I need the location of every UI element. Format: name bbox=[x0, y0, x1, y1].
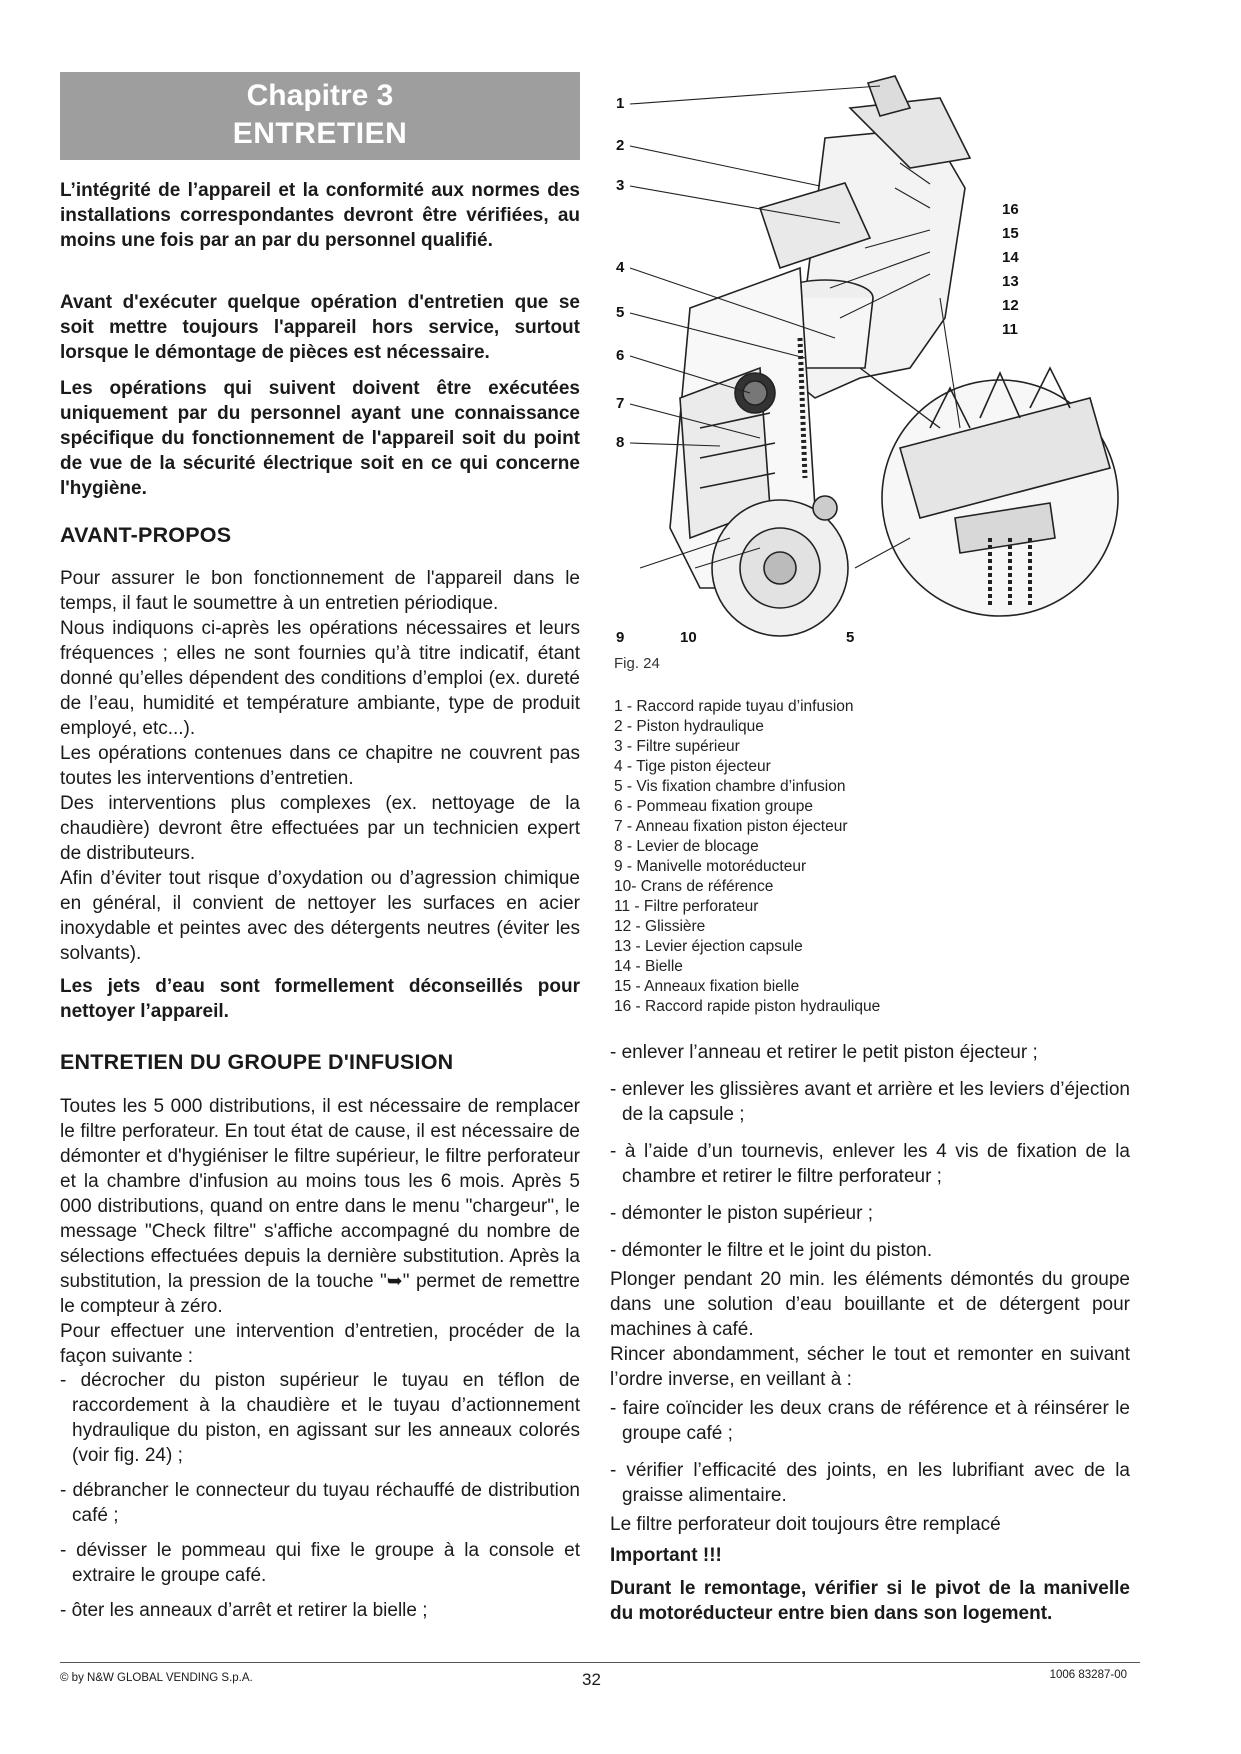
step-item: - dévisser le pommeau qui fixe le groupe à la console et extraire le groupe café. bbox=[60, 1540, 580, 1586]
avant-propos-warning: Les jets d’eau sont formellement déconseillés pour nettoyer l’appareil. bbox=[60, 976, 580, 1022]
avant-propos-paragraph: Pour assurer le bon fonctionnement de l'appareil dans le temps, il faut le soumettre à un entretien périodique. bbox=[60, 568, 580, 614]
chapter-number: Chapitre 3 bbox=[246, 79, 394, 112]
figure-legend bbox=[614, 697, 880, 1017]
figure-callout-15: 15 bbox=[1002, 225, 1019, 242]
important-text: Durant le remontage, vérifier si le pivot de la manivelle du motoréducteur entre bien dans son logement. bbox=[610, 1578, 1130, 1624]
legend-item: 11 - Filtre perforateur bbox=[614, 898, 759, 915]
groupe-paragraph: Toutes les 5 000 distributions, il est nécessaire de remplacer le filtre perforateur. En tout état de cause, il est nécessaire de démonter et d'hygiéniser le filtre supérieur, le filtre perforateur et la chambre d'infusion au moins tous les 6 mois. Après 5 000 distributions, quand on entre dans le menu "chargeur", le message "Check filtre" s'affiche accompagné du nombre de sélections effectuées depuis la dernière substitution. Après la substitution, la pression de la touche "➥" permet de remettre le compteur à zéro. bbox=[60, 1096, 580, 1317]
steps-left-list bbox=[60, 1368, 580, 1633]
step-item: - faire coïncider les deux crans de référence et à réinsérer le groupe café ; bbox=[610, 1398, 1130, 1444]
figure-caption: Fig. 24 bbox=[614, 655, 660, 672]
document-reference: 1006 83287-00 bbox=[1049, 1669, 1127, 1681]
legend-item: 15 - Anneaux fixation bielle bbox=[614, 978, 800, 995]
intro-paragraph-1: L’intégrité de l’appareil et la conformité aux normes des installations correspondantes devront être vérifiées, au moins une fois par an par du personnel qualifié. bbox=[60, 180, 580, 251]
step-item: - vérifier l’efficacité des joints, en les lubrifiant avec de la graisse alimentaire. bbox=[610, 1460, 1130, 1506]
legend-item: 5 - Vis fixation chambre d’infusion bbox=[614, 778, 846, 795]
avant-propos-paragraph: Des interventions plus complexes (ex. nettoyage de la chaudière) devront être effectuées par un technicien expert de distributeurs. bbox=[60, 793, 580, 864]
filter-note: Le filtre perforateur doit toujours être remplacé bbox=[610, 1514, 1001, 1535]
footer-divider bbox=[60, 1662, 1140, 1663]
figure-24-diagram bbox=[610, 68, 1130, 648]
avant-propos-paragraph: Les opérations contenues dans ce chapitre ne couvrent pas toutes les interventions d’entretien. bbox=[60, 743, 580, 789]
figure-callout-3: 3 bbox=[616, 177, 625, 194]
legend-item: 8 - Levier de blocage bbox=[614, 838, 759, 855]
intro-paragraph-3: Les opérations qui suivent doivent être exécutées uniquement par du personnel ayant une connaissance spécifique du fonctionnement de l'appareil soit du point de vue de la sécurité électrique soit en ce qui concerne l'hygiène. bbox=[60, 378, 580, 499]
legend-item: 7 - Anneau fixation piston éjecteur bbox=[614, 818, 848, 835]
figure-callout-6: 6 bbox=[616, 347, 625, 364]
figure-callout-2: 2 bbox=[616, 137, 625, 154]
infusion-group-illustration bbox=[610, 68, 1130, 648]
footer-copyright: © by N&W GLOBAL VENDING S.p.A. bbox=[60, 1672, 253, 1684]
legend-item: 9 - Manivelle motoréducteur bbox=[614, 858, 807, 875]
figure-callout-14: 14 bbox=[1002, 249, 1019, 266]
step-item: - décrocher du piston supérieur le tuyau en téflon de raccordement à la chaudière et le tuyau d’actionnement hydraulique du piston, en agissant sur les anneaux colorés (voir fig. 24) ; bbox=[60, 1370, 580, 1466]
step-item: - à l’aide d’un tournevis, enlever les 4 vis de fixation de la chambre et retirer le filtre perforateur ; bbox=[610, 1141, 1130, 1187]
figure-callout-11: 11 bbox=[1002, 321, 1018, 338]
legend-item: 2 - Piston hydraulique bbox=[614, 718, 764, 735]
section-title-groupe: ENTRETIEN DU GROUPE D'INFUSION bbox=[60, 1050, 454, 1074]
procedure-intro: Pour effectuer une intervention d’entretien, procéder de la façon suivante : bbox=[60, 1321, 580, 1367]
avant-propos-text bbox=[60, 566, 580, 1024]
figure-callout-8: 8 bbox=[616, 434, 625, 451]
figure-callout-4: 4 bbox=[616, 259, 625, 276]
step-item: - démonter le piston supérieur ; bbox=[610, 1203, 873, 1224]
figure-callout-12: 12 bbox=[1002, 297, 1019, 314]
section-title-avant-propos: AVANT-PROPOS bbox=[60, 523, 232, 547]
groupe-text bbox=[60, 1094, 580, 1369]
chapter-title: ENTRETIEN bbox=[232, 117, 408, 150]
figure-callout-16: 16 bbox=[1002, 201, 1019, 218]
legend-item: 14 - Bielle bbox=[614, 958, 683, 975]
figure-callout-9: 9 bbox=[616, 629, 625, 646]
legend-item: 16 - Raccord rapide piston hydraulique bbox=[614, 998, 881, 1015]
legend-item: 10- Crans de référence bbox=[614, 878, 774, 895]
chapter-header bbox=[60, 72, 580, 160]
step-item: - démonter le filtre et le joint du piston. bbox=[610, 1240, 933, 1261]
soak-paragraph: Plonger pendant 20 min. les éléments démontés du groupe dans une solution d’eau bouillante et de détergent pour machines à café. bbox=[610, 1269, 1130, 1340]
rinse-paragraph: Rincer abondamment, sécher le tout et remonter en suivant l’ordre inverse, en veillant à : bbox=[610, 1344, 1130, 1390]
figure-callout-5: 5 bbox=[616, 304, 625, 321]
legend-item: 4 - Tige piston éjecteur bbox=[614, 758, 771, 775]
page-number: 32 bbox=[582, 1670, 601, 1689]
legend-item: 13 - Levier éjection capsule bbox=[614, 938, 803, 955]
legend-item: 3 - Filtre supérieur bbox=[614, 738, 740, 755]
legend-item: 6 - Pommeau fixation groupe bbox=[614, 798, 814, 815]
step-item: - débrancher le connecteur du tuyau réchauffé de distribution café ; bbox=[60, 1480, 580, 1526]
avant-propos-paragraph: Nous indiquons ci-après les opérations nécessaires et leurs fréquences ; elles ne sont fournies qu’à titre indicatif, étant donné qu’elles dépendent des conditions d’emploi (ex. dureté de l’eau, humidité et température ambiante, type de produit employé, etc...). bbox=[60, 618, 580, 739]
step-item: - ôter les anneaux d’arrêt et retirer la bielle ; bbox=[60, 1600, 428, 1621]
avant-propos-paragraph: Afin d’éviter tout risque d’oxydation ou d’agression chimique en général, il convient de nettoyer les surfaces en acier inoxydable et peintes avec des détergents neutres (éviter les solvants). bbox=[60, 868, 580, 964]
step-item: - enlever l’anneau et retirer le petit piston éjecteur ; bbox=[610, 1042, 1038, 1063]
legend-item: 1 - Raccord rapide tuyau d’infusion bbox=[614, 698, 854, 715]
steps-right-list bbox=[610, 1040, 1130, 1626]
legend-item: 12 - Glissière bbox=[614, 918, 706, 935]
figure-callout-1: 1 bbox=[616, 95, 625, 112]
figure-callout-7: 7 bbox=[616, 395, 625, 412]
figure-callout-10: 10 bbox=[680, 629, 697, 646]
figure-callout-5: 5 bbox=[846, 629, 855, 646]
step-item: - enlever les glissières avant et arrière et les leviers d’éjection de la capsule ; bbox=[610, 1079, 1130, 1125]
important-label: Important !!! bbox=[610, 1545, 722, 1566]
intro-paragraph-2: Avant d'exécuter quelque opération d'entretien que se soit mettre toujours l'appareil hors service, surtout lorsque le démontage de pièces est nécessaire. bbox=[60, 292, 580, 363]
figure-callout-13: 13 bbox=[1002, 273, 1019, 290]
